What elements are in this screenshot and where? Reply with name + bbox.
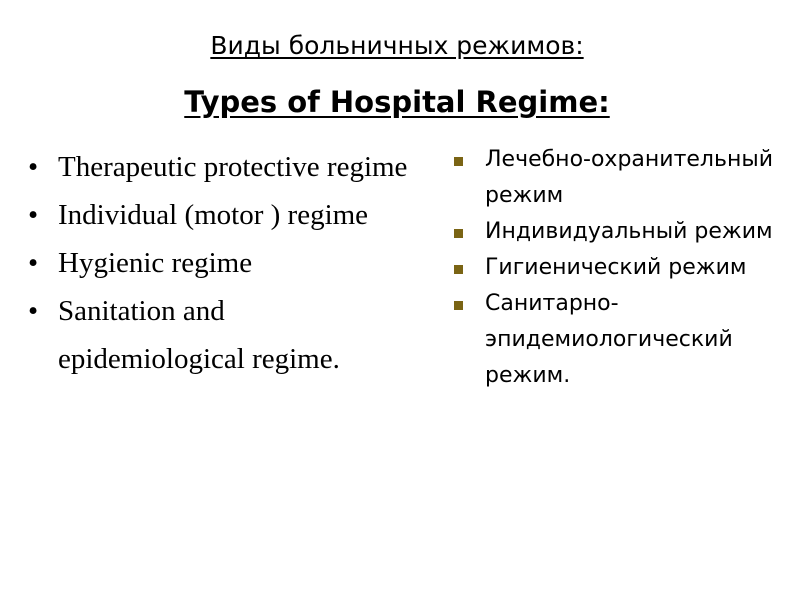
list-item <box>453 142 783 214</box>
list-item-text: Hygienic regime <box>58 247 253 279</box>
square-bullet-icon <box>454 265 463 274</box>
list-item-text: Лечебно-охранительный режим <box>485 147 773 208</box>
list-item-text: Individual (motor ) regime <box>58 199 369 231</box>
list-item <box>453 250 783 286</box>
list-item-text: Индивидуальный режим <box>485 219 773 244</box>
list-item <box>28 287 418 383</box>
list-item-text: Therapeutic protective regime <box>58 151 408 183</box>
bullet-icon: • <box>28 247 39 279</box>
list-item-text: Санитарно-эпидемиологический режим. <box>485 291 733 388</box>
square-bullet-icon <box>454 301 463 310</box>
list-item-text: Гигиенический режим <box>485 255 747 280</box>
list-item <box>453 286 783 394</box>
english-regime-list <box>28 143 418 383</box>
list-item <box>28 191 418 239</box>
bullet-icon: • <box>28 199 39 231</box>
bullet-icon: • <box>28 151 39 183</box>
bullet-icon: • <box>28 295 39 327</box>
list-item <box>453 214 783 250</box>
list-item-text: Sanitation and epidemiological regime. <box>58 295 340 375</box>
slide-title-english: Types of Hospital Regime: <box>184 85 610 119</box>
russian-regime-list <box>453 142 783 394</box>
slide-title-russian: Виды больничных режимов: <box>210 31 584 60</box>
square-bullet-icon <box>454 157 463 166</box>
list-item <box>28 143 418 191</box>
list-item <box>28 239 418 287</box>
square-bullet-icon <box>454 229 463 238</box>
